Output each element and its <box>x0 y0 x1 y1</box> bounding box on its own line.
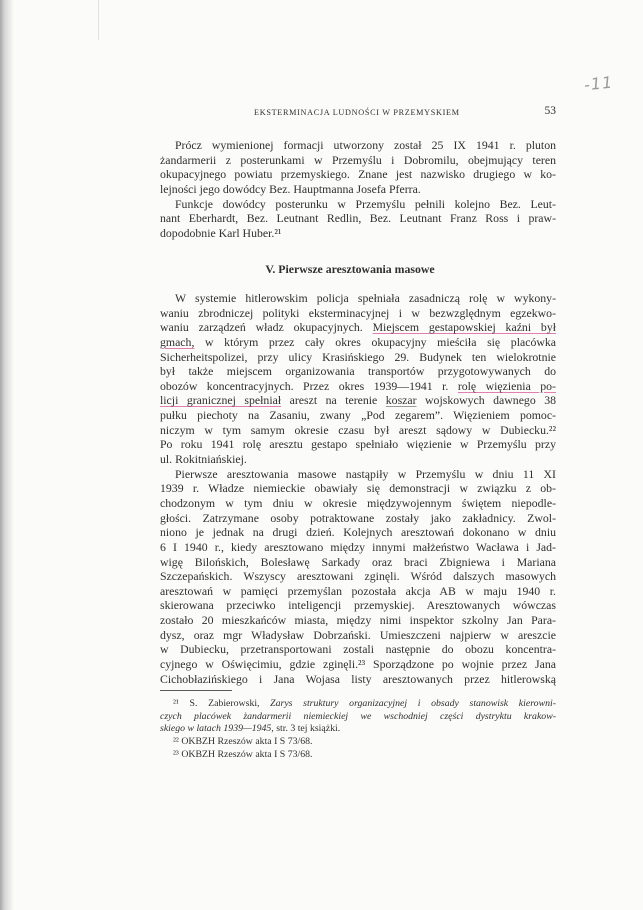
text-line: 6 I 1940 r., kiedy aresztowano między innymi małżeństwo Wacława i Jad- <box>160 539 556 554</box>
footnote-line: ²² OKBZH Rzeszów akta I S 73/68. <box>173 736 313 748</box>
text-line <box>160 379 556 394</box>
section-heading: V. Pierwsze aresztowania masowe <box>265 262 435 276</box>
text-line: Cichobłazińskiego i Jana Wojasa listy aresztowanych przez hitlerowską <box>160 671 556 686</box>
text-line: chodzonym w tym dniu w okresie międzywojennym świętem niepodle- <box>160 495 556 510</box>
footnotes <box>160 698 556 761</box>
text-line: dopodobnie Karl Huber.²¹ <box>160 225 282 240</box>
text-line: waniu zbrodniczej polityki eksterminacyjnej i w bezwzględnym egzekwo- <box>160 305 556 320</box>
text-line: lejności jego dowódcy Bez. Hauptmanna Josefa Pferra. <box>160 181 421 196</box>
text-line: dysz, oraz mgr Władysław Dobrzański. Umieszczeni najpierw w areszcie <box>160 627 556 642</box>
text-segment: areszt na terenie <box>281 393 386 408</box>
text-line: cyjnego w Oświęcimiu, gdzie zginęli.²³ Sporządzone po wojnie przez Jana <box>160 657 556 672</box>
highlighted-phrase: licji granicznej spełniał <box>160 393 282 408</box>
text-line <box>160 320 556 335</box>
scan-edge-shadow <box>0 0 14 910</box>
footnote-divider <box>160 690 232 691</box>
text-line: niczym w tym samym okresie czasu był areszt sądowy w Dubiecku.²² <box>160 422 556 437</box>
text-line: Funkcje dowódcy posterunku w Przemyślu pełnili kolejno Bez. Leut- <box>175 196 556 211</box>
text-segment: , str. 3 tej książki. <box>271 723 341 735</box>
text-line: Pierwsze aresztowania masowe nastąpiły w Przemyślu w dniu 11 XI <box>175 466 556 481</box>
text-line: Szczepańskich. Wszyscy aresztowani zginęli. Wśród dalszych masowych <box>160 569 556 584</box>
text-line: wigę Bilońskich, Bolesławę Sarkady oraz braci Zbigniewa i Mariana <box>160 554 556 569</box>
text-line: głości. Zatrzymane osoby potraktowane zostały jako zakładnicy. Zwol- <box>160 510 556 525</box>
italic-title: Zarys struktury organizacyjnej i obsady stanowisk kierowni- <box>270 698 556 709</box>
text-line: Po roku 1941 rolę aresztu gestapo spełniało więzienie w Przemyślu przy <box>160 437 556 452</box>
italic-title: skiego w latach 1939—1945 <box>160 723 272 735</box>
text-line: był także miejscem organizowania transportów przygotowywanych do <box>160 364 556 379</box>
scan-crease <box>98 0 99 40</box>
text-line: niono je jednak na drugi dzień. Kolejnych aresztowań dokonano w dniu <box>160 525 556 540</box>
text-segment: w którym przez cały okres okupacyjny mieściła się placówka <box>194 334 556 349</box>
text-line: aresztowań w pamięci przemyślan pozostała akcja AB w maju 1940 r. <box>160 583 556 598</box>
text-segment: ²¹ S. Zabierowski, <box>173 698 271 709</box>
highlighted-phrase: Miejscem gestapowskiej kaźni był <box>372 320 556 335</box>
running-head <box>160 106 556 119</box>
text-line <box>160 393 556 408</box>
footnote-line: czych placówek żandarmerii niemieckiej we wschodniej części dystryktu krakow- <box>160 710 556 722</box>
footnote-line: ²³ OKBZH Rzeszów akta I S 73/68. <box>173 748 313 760</box>
text-line: Prócz wymienionej formacji utworzony został 25 IX 1941 r. pluton <box>175 138 556 152</box>
text-line: ul. Rokitniańskiej. <box>160 452 247 467</box>
text-line: 1939 r. Władze niemieckie obawiały się demonstracji w związku z ob- <box>160 481 556 496</box>
highlighted-phrase: rolę więzienia po- <box>457 378 556 393</box>
text-line: nant Eberhardt, Bez. Leutnant Redlin, Bez. Leutnant Franz Ross i praw- <box>160 211 556 226</box>
text-line: w Dubiecku, przetransportowani zostali następnie do obozu koncentra- <box>160 642 556 657</box>
footnote-line <box>160 698 556 711</box>
footnote-line <box>160 723 556 736</box>
text-line: zostało 20 mieszkańców miasta, między nimi inspektor szkolny Jan Para- <box>160 613 556 628</box>
running-head-title: EKSTERMINACJA LUDNOŚCI W PRZEMYSKIEM <box>254 108 460 117</box>
text-line: okupacyjnego powiatu przemyskiego. Znane jest nazwisko drugiego w ko- <box>160 167 556 182</box>
highlighted-phrase: gmach, <box>160 334 195 349</box>
text-segment: wojskowych dawnego 38 <box>416 393 556 408</box>
handwritten-margin-note: -11 <box>583 72 615 95</box>
text-line <box>160 335 556 350</box>
section2-text <box>160 291 556 686</box>
text-line: żandarmerii z posterunkami w Przemyślu i Dobromilu, obejmujący teren <box>160 152 556 167</box>
pencil-underlined-word: koszar <box>385 393 417 408</box>
text-segment: waniu zarządzeń władz okupacyjnych. <box>160 320 373 335</box>
text-line: Sicherheitspolizei, przy ulicy Krasińskiego 29. Budynek ten wielokrotnie <box>160 349 556 364</box>
text-line: skierowana przeciwko inteligencji przemyskiej. Aresztowanych wówczas <box>160 598 556 613</box>
text-line: W systemie hitlerowskim policja spełniała zasadniczą rolę w wykony- <box>175 291 556 305</box>
text-line: pułku piechoty na Zasaniu, zwany „Pod zegarem”. Więzieniem pomoc- <box>160 408 556 423</box>
section1-text <box>160 138 556 240</box>
text-segment: obozów koncentracyjnych. Przez okres 1939—1941 r. <box>160 378 458 393</box>
page-number: 53 <box>544 105 556 117</box>
